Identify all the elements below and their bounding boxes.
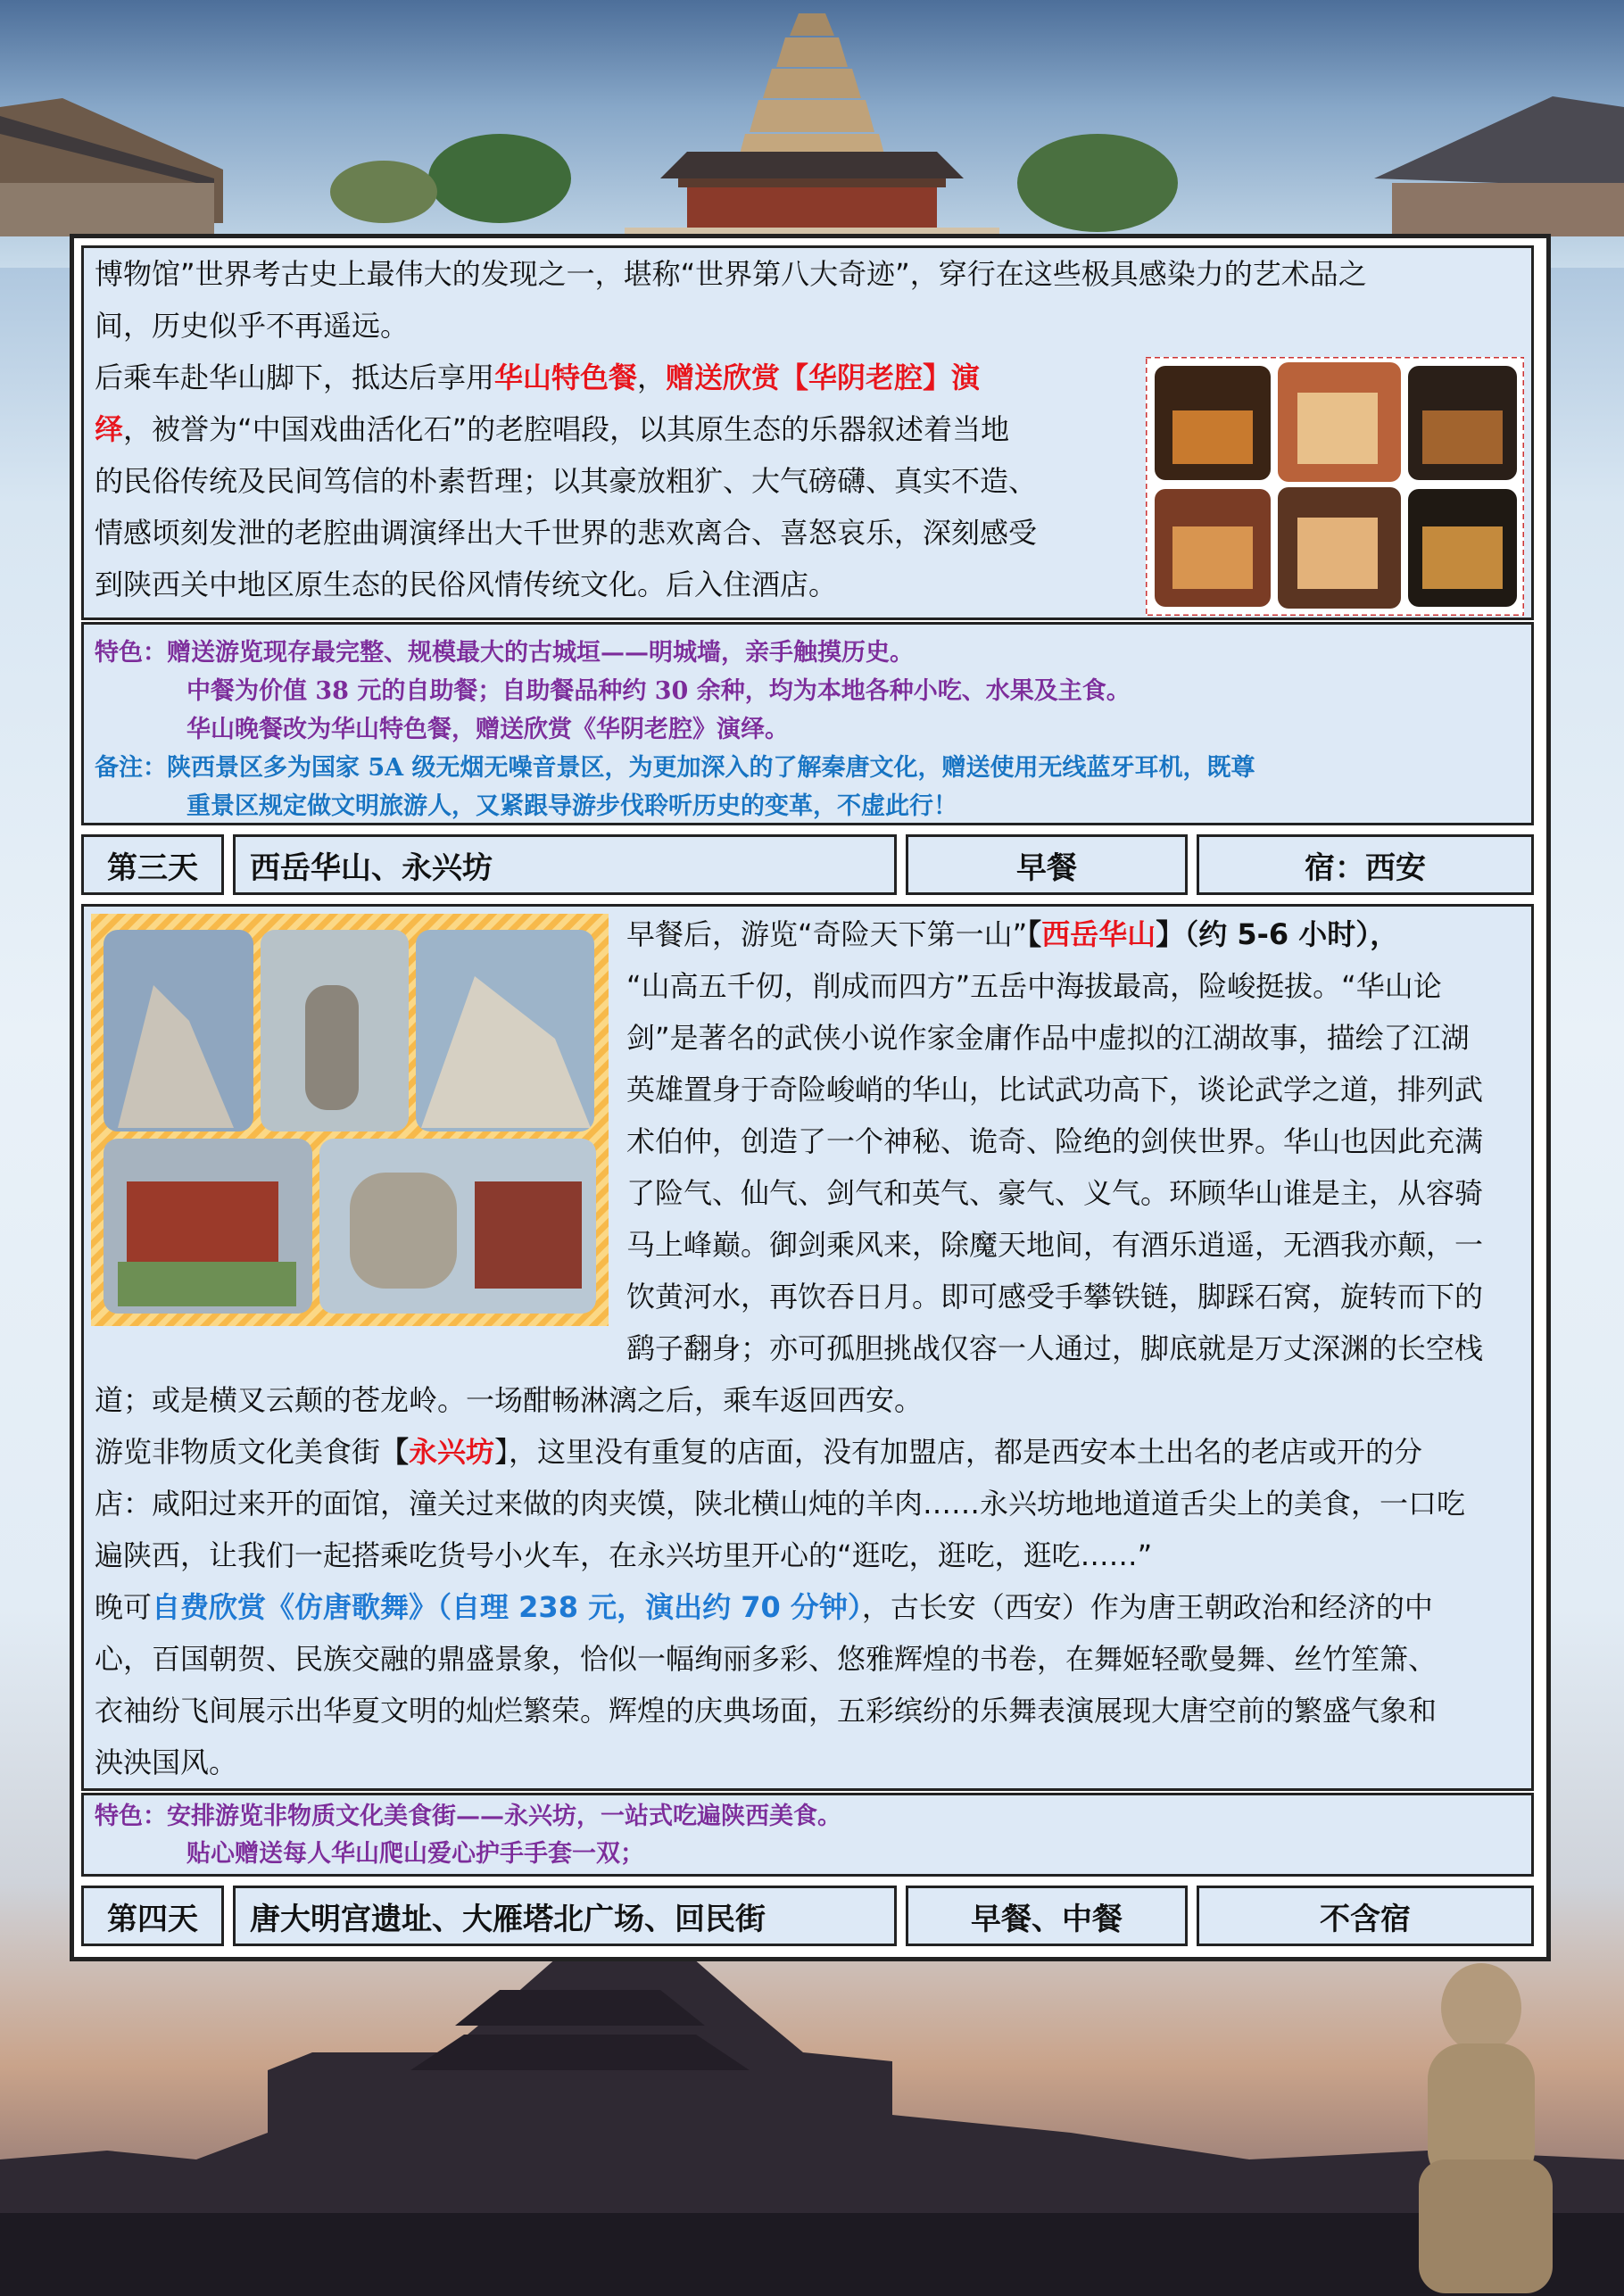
laoqiang-opera-collage	[1146, 357, 1524, 616]
day2-remark-line1: 备注：陕西景区多为国家 5A 级无烟无噪音景区，为更加深入的了解秦唐文化，赠送使用无线蓝牙耳机，既尊	[95, 754, 1255, 782]
day3-content-box	[81, 904, 1534, 1791]
day2-para1-line2: 间，历史似乎不再遥远。	[95, 309, 410, 343]
tang-dance-show: 自费欣赏《仿唐歌舞》（自理 238 元，演出约 70 分钟）	[152, 1590, 862, 1624]
day3-para1-line5: 术伯仲，创造了一个神秘、诡奇、险绝的剑侠世界。华山也因此充满	[626, 1124, 1484, 1158]
day3-note-1: 特色：安排游览非物质文化美食街——永兴坊，一站式吃遍陕西美食。	[95, 1803, 841, 1830]
day4-label: 第四天	[81, 1886, 224, 1946]
day3-para1-line1: 早餐后，游览“奇险天下第一山”【西岳华山】（约 5-6 小时），	[626, 917, 1399, 951]
day3-para2-line2: 店：咸阳过来开的面馆，潼关过来做的肉夹馍，陕北横山炖的羊肉……永兴坊地地道道舌尖上的美食，一口吃	[95, 1487, 1466, 1521]
day2-remark-line2: 重景区规定做文明旅游人，又紧跟导游步伐聆听历史的变革，不虚此行！	[186, 792, 957, 820]
day3-note-2: 贴心赠送每人华山爬山爱心护手手套一双；	[186, 1840, 644, 1868]
day3-para2-line1: 游览非物质文化美食街【永兴坊】，这里没有重复的店面，没有加盟店，都是西安本土出名的老店或开的分	[95, 1435, 1423, 1469]
day4-title: 唐大明宫遗址、大雁塔北广场、回民街	[233, 1886, 897, 1946]
xiyue-huashan: 西岳华山	[1041, 917, 1156, 951]
day3-para2-line3: 遍陕西，让我们一起搭乘吃货号小火车，在永兴坊里开心的“逛吃，逛吃，逛吃……”	[95, 1538, 1153, 1572]
itinerary-frame	[70, 234, 1551, 1961]
yongxingfang: 永兴坊	[409, 1435, 495, 1469]
day3-para1-line6: 了险气、仙气、剑气和英气、豪气、义气。环顾华山谁是主，从容骑	[626, 1176, 1484, 1210]
day3-para1-line4: 英雄置身于奇险峻峭的华山，比试武功高下，谈论武学之道，排列武	[626, 1073, 1484, 1107]
day2-note-1: 特色：赠送游览现存最完整、规模最大的古城垣——明城墙，亲手触摸历史。	[95, 639, 914, 667]
day3-para1-line3: 剑”是著名的武侠小说作家金庸作品中虚拟的江湖故事，描绘了江湖	[626, 1021, 1470, 1055]
day2-para1-line1: 博物馆”世界考古史上最伟大的发现之一，堪称“世界第八大奇迹”，穿行在这些极具感染力的艺术品之	[95, 257, 1367, 291]
day4-stay: 不含宿	[1197, 1886, 1534, 1946]
day2-para2-line3: 的民俗传统及民间笃信的朴素哲理；以其豪放粗犷、大气磅礴、真实不造、	[95, 464, 1038, 498]
day3-para1-line7: 马上峰巅。御剑乘风来，除魔天地间，有酒乐逍遥，无酒我亦颠，一	[626, 1228, 1484, 1262]
day3-para3-line3: 衣袖纷飞间展示出华夏文明的灿烂繁荣。辉煌的庆典场面，五彩缤纷的乐舞表演展现大唐空前的繁盛气象和	[95, 1694, 1438, 1728]
laoqiang-gift: 赠送欣赏【华阴老腔】演	[666, 361, 981, 394]
day3-para1-line9: 鹞子翻身；亦可孤胆挑战仅容一人通过，脚底就是万丈深渊的长空栈	[626, 1331, 1484, 1365]
day3-para1-line2: “山高五千仞，削成而四方”五岳中海拔最高，险峻挺拔。“华山论	[626, 969, 1442, 1003]
huashan-yongxingfang-collage	[91, 914, 609, 1326]
day3-para1-line8: 饮黄河水，再饮吞日月。即可感受手攀铁链，脚踩石窝，旋转而下的	[626, 1280, 1484, 1314]
day2-para2-line4: 情感顷刻发泄的老腔曲调演绎出大千世界的悲欢离合、喜怒哀乐，深刻感受	[95, 516, 1038, 550]
day3-stay: 宿：西安	[1197, 834, 1534, 895]
day3-para3-line4: 泱泱国风。	[95, 1745, 238, 1779]
day2-note-3: 华山晚餐改为华山特色餐，赠送欣赏《华阴老腔》演绎。	[186, 716, 789, 743]
day3-label: 第三天	[81, 834, 224, 895]
day4-meals: 早餐、中餐	[906, 1886, 1188, 1946]
big-wild-goose-pagoda-banner	[0, 0, 1624, 268]
day2-para2-line2: 绎，被誉为“中国戏曲活化石”的老腔唱段，以其原生态的乐器叙述着当地	[95, 412, 1010, 446]
day2-note-2: 中餐为价值 38 元的自助餐；自助餐品种约 30 余种，均为本地各种小吃、水果及主食。	[186, 677, 1131, 705]
day2-notes-box	[81, 622, 1534, 825]
day2-para2-line1: 后乘车赴华山脚下，抵达后享用华山特色餐，赠送欣赏【华阴老腔】演	[95, 361, 981, 394]
day2-para2-line5: 到陕西关中地区原生态的民俗风情传统文化。后入住酒店。	[95, 568, 838, 601]
day3-title: 西岳华山、永兴坊	[233, 834, 897, 895]
day3-para1-line10: 道；或是横叉云颠的苍龙岭。一场酣畅淋漓之后，乘车返回西安。	[95, 1383, 924, 1417]
day3-meals: 早餐	[906, 834, 1188, 895]
day2-content-box	[81, 245, 1534, 620]
day3-para3-line2: 心，百国朝贺、民族交融的鼎盛景象，恰似一幅绚丽多彩、悠雅辉煌的书卷，在舞姬轻歌曼舞、丝竹笙箫、	[95, 1642, 1438, 1676]
huashan-special-meal: 华山特色餐	[494, 361, 638, 394]
day3-notes-box	[81, 1793, 1534, 1877]
day3-para3-line1: 晚可自费欣赏《仿唐歌舞》（自理 238 元，演出约 70 分钟），古长安（西安）作为唐王朝政治和经济的中	[95, 1590, 1433, 1624]
